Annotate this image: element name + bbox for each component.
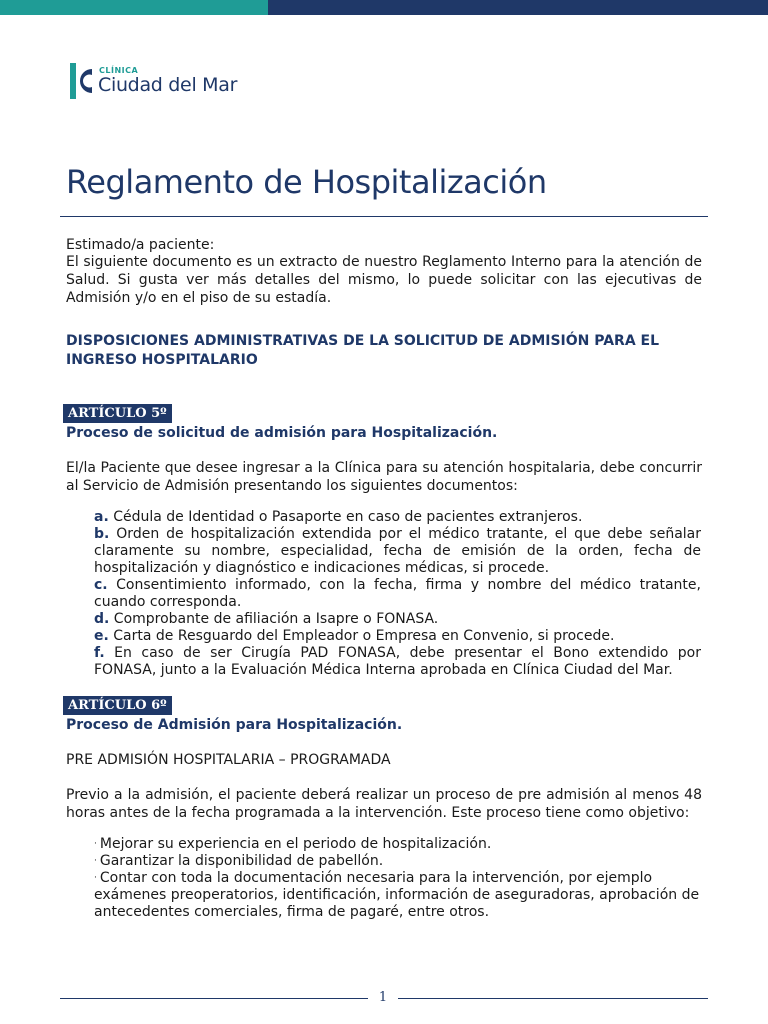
article-6-subtitle: Proceso de Admisión para Hospitalización.	[66, 717, 403, 733]
header-bar-navy	[268, 0, 768, 15]
objectives-list	[94, 836, 701, 921]
footer-rule-left	[60, 998, 368, 999]
article-5-badge: ARTÍCULO 5º	[63, 404, 172, 423]
logo-brand-text: Ciudad del Mar	[98, 74, 238, 96]
article-5-body: El/la Paciente que desee ingresar a la Clínica para su atención hospitalaria, debe concurrir al Servicio de Admisión presentando los siguientes documentos:	[66, 460, 702, 494]
list-item: · Mejorar su experiencia en el periodo de hospitalización.	[94, 836, 492, 852]
logo-mark-icon	[70, 63, 92, 99]
intro-body: El siguiente documento es un extracto de nuestro Reglamento Interno para la atención de Salud. Si gusta ver más detalles del mismo, lo puede solicitar con las ejecutivas de Admisión y/o en el piso de su estadía.	[66, 254, 702, 306]
section-heading: DISPOSICIONES ADMINISTRATIVAS DE LA SOLICITUD DE ADMISIÓN PARA EL INGRESO HOSPITALARIO	[66, 333, 660, 368]
page-number: 1	[378, 990, 388, 1005]
article-6-badge: ARTÍCULO 6º	[63, 696, 172, 715]
list-item: · Contar con toda la documentación necesaria para la intervención, por ejemplo exámenes preoperatorios, identificación, información de aseguradoras, aprobación de antecedentes comerciales, firma de pagaré, entre otros.	[94, 870, 700, 920]
title-divider	[60, 216, 708, 217]
list-item: b. Orden de hospitalización extendida por el médico tratante, el que debe señalar claramente su nombre, especialidad, fecha de emisión de la orden, fecha de hospitalización y diagnóstico e indicaciones médicas, si procede.	[94, 526, 701, 576]
document-list	[94, 509, 701, 679]
list-item: c. Consentimiento informado, con la fecha, firma y nombre del médico tratante, cuando corresponda.	[94, 577, 701, 610]
clinic-logo	[70, 63, 237, 99]
list-item: f. En caso de ser Cirugía PAD FONASA, debe presentar el Bono extendido por FONASA, junto a la Evaluación Médica Interna aprobada en Clínica Ciudad del Mar.	[94, 645, 701, 678]
logo-small-text: CLÍNICA	[99, 66, 139, 75]
article-6-body: Previo a la admisión, el paciente deberá realizar un proceso de pre admisión al menos 48 horas antes de la fecha programada a la intervención. Este proceso tiene como objetivo:	[66, 787, 702, 821]
list-item: e. Carta de Resguardo del Empleador o Empresa en Convenio, si procede.	[94, 628, 615, 644]
list-item: d. Comprobante de afiliación a Isapre o FONASA.	[94, 611, 439, 627]
list-item: a. Cédula de Identidad o Pasaporte en caso de pacientes extranjeros.	[94, 509, 583, 525]
intro-greeting: Estimado/a paciente:	[66, 237, 215, 253]
page-title: Reglamento de Hospitalización	[66, 163, 547, 201]
pre-admission-title: PRE ADMISIÓN HOSPITALARIA – PROGRAMADA	[66, 752, 391, 768]
header-bar-teal	[0, 0, 268, 15]
list-item: · Garantizar la disponibilidad de pabellón.	[94, 853, 384, 869]
footer-rule-right	[398, 998, 708, 999]
article-5-subtitle: Proceso de solicitud de admisión para Hospitalización.	[66, 425, 498, 441]
